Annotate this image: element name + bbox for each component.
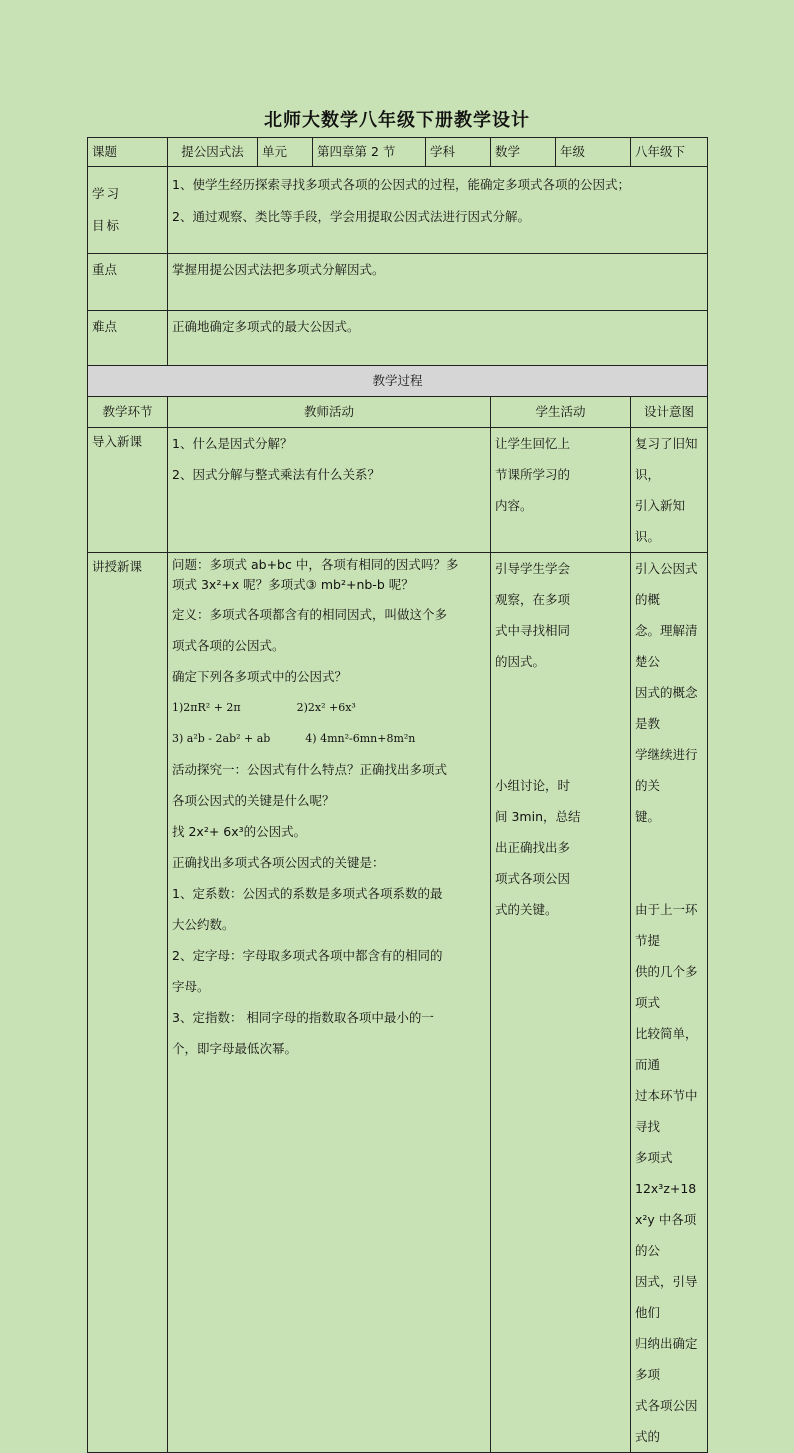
student-line: 式中寻找相同: [495, 623, 571, 638]
activity-line-1: 活动探究一：公因式有什么特点？正确找出多项式: [172, 762, 448, 777]
intent-line: 念。理解清楚公: [635, 623, 698, 669]
col-intent: 设计意图: [631, 397, 708, 428]
exercise-1-2: 1)2πR² + 2π 2)2x² +6x³: [172, 701, 356, 714]
intro-teacher: [168, 428, 491, 553]
col-student: 学生活动: [491, 397, 631, 428]
intent-line: 过本环节中寻找: [635, 1088, 698, 1134]
student-line: 的因式。: [495, 654, 546, 669]
goal-content: [168, 167, 708, 254]
key-point-2a: 2、定字母：字母取多项式各项中都含有的相同的: [172, 948, 443, 963]
student-line: 项式各项公因: [495, 871, 571, 886]
key-point-1b: 大公约数。: [172, 917, 235, 932]
student-line: [495, 677, 626, 708]
intent-line: [635, 832, 703, 863]
student-line: [495, 708, 626, 739]
intro-teacher-line: 2、因式分解与整式乘法有什么关系？: [172, 467, 380, 482]
intro-student-line: 让学生回忆上: [495, 436, 571, 451]
subject-value: 数学: [491, 138, 556, 167]
lesson-student: [491, 553, 631, 1453]
intro-stage: 导入新课: [88, 428, 168, 553]
intent-line: 因式，引导他们: [635, 1274, 698, 1320]
intro-intent: [631, 428, 708, 553]
col-stage: 教学环节: [88, 397, 168, 428]
intent-line: 供的几个多项式: [635, 964, 698, 1010]
key-row: [88, 254, 708, 311]
topic-value: 提公因式法: [168, 138, 258, 167]
subject-label: 学科: [426, 138, 491, 167]
intro-student: [491, 428, 631, 553]
key-point-1a: 1、定系数：公因式的系数是多项式各项系数的最: [172, 886, 443, 901]
document-title: 北师大数学八年级下册教学设计: [264, 110, 530, 131]
goal-label-text: 学习目标: [92, 186, 122, 233]
student-line: [495, 739, 626, 770]
intent-line: 因式的概念是教: [635, 685, 698, 731]
key-label: 重点: [88, 254, 168, 311]
key-text: 掌握用提公因式法把多项式分解因式。: [168, 254, 708, 311]
intent-line: 引入公因式的概: [635, 561, 698, 607]
intent-line: 由于上一环节提: [635, 902, 698, 948]
difficulty-label: 难点: [88, 311, 168, 366]
lesson-row: [88, 553, 708, 1453]
goal-label: [88, 167, 168, 254]
process-title-row: [88, 366, 708, 397]
exercise-3-4: 3) a²b - 2ab² + ab 4) 4mn²-6mn+8m²n: [172, 732, 416, 745]
student-line: 观察，在多项: [495, 592, 571, 607]
intro-intent-line: 引入新知识。: [635, 498, 686, 544]
intro-student-line: 内容。: [495, 498, 533, 513]
difficulty-row: [88, 311, 708, 366]
header-row: [88, 138, 708, 167]
lesson-teacher: [168, 553, 491, 1453]
goal-row: [88, 167, 708, 254]
intent-line: 键。: [635, 809, 661, 824]
student-line: 间 3min，总结: [495, 809, 581, 824]
process-title: 教学过程: [88, 366, 708, 397]
intro-row: [88, 428, 708, 553]
lesson-plan-table: [87, 137, 708, 1453]
student-line: 小组讨论，时: [495, 778, 571, 793]
definition-line-2: 项式各项的公因式。: [172, 638, 285, 653]
intent-line: 学继续进行的关: [635, 747, 698, 793]
intro-student-line: 节课所学习的: [495, 467, 571, 482]
exercise-prompt: 确定下列各多项式中的公因式？: [172, 669, 348, 684]
process-header-row: [88, 397, 708, 428]
intent-line: [635, 863, 703, 894]
activity-line-2: 各项公因式的关键是什么呢？: [172, 793, 335, 808]
key-points-heading: 正确找出多项式各项公因式的关键是：: [172, 855, 385, 870]
goal-line-1: 1、使学生经历探索寻找多项式各项的公因式的过程，能确定多项式各项的公因式；: [172, 177, 630, 192]
intent-line: 式各项公因式的: [635, 1398, 698, 1444]
key-point-2b: 字母。: [172, 979, 210, 994]
intent-line: 比较简单，而通: [635, 1026, 698, 1072]
lesson-stage: 讲授新课: [88, 553, 168, 1453]
intent-line: 多项式 12x³z+18: [635, 1150, 697, 1196]
find-common-factor: 找 2x²+ 6x³的公因式。: [172, 824, 307, 839]
topic-label: 课题: [88, 138, 168, 167]
difficulty-text: 正确地确定多项式的最大公因式。: [168, 311, 708, 366]
intent-line: 归纳出确定多项: [635, 1336, 698, 1382]
question-line-2: 项式 3x²+x 呢？多项式③ mb²+nb-b 呢？: [172, 577, 414, 592]
lesson-intent: [631, 553, 708, 1453]
student-line: 式的关键。: [495, 902, 558, 917]
intro-teacher-line: 1、什么是因式分解？: [172, 436, 293, 451]
col-teacher: 教师活动: [168, 397, 491, 428]
definition-line-1: 定义：多项式各项都含有的相同因式，叫做这个多: [172, 607, 448, 622]
unit-value: 第四章第 2 节: [313, 138, 426, 167]
key-point-3b: 个，即字母最低次幂。: [172, 1041, 298, 1056]
question-line-1: 问题：多项式 ab+bc 中，各项有相同的因式吗？多: [172, 557, 459, 572]
intro-intent-line: 复习了旧知识，: [635, 436, 698, 482]
student-line: 引导学生学会: [495, 561, 571, 576]
unit-label: 单元: [258, 138, 313, 167]
intent-line: x²y 中各项的公: [635, 1212, 697, 1258]
goal-line-2: 2、通过观察、类比等手段，学会用提取公因式法进行因式分解。: [172, 209, 530, 224]
grade-label: 年级: [556, 138, 631, 167]
key-point-3a: 3、定指数： 相同字母的指数取各项中最小的一: [172, 1010, 434, 1025]
student-line: 出正确找出多: [495, 840, 571, 855]
grade-value: 八年级下: [631, 138, 708, 167]
